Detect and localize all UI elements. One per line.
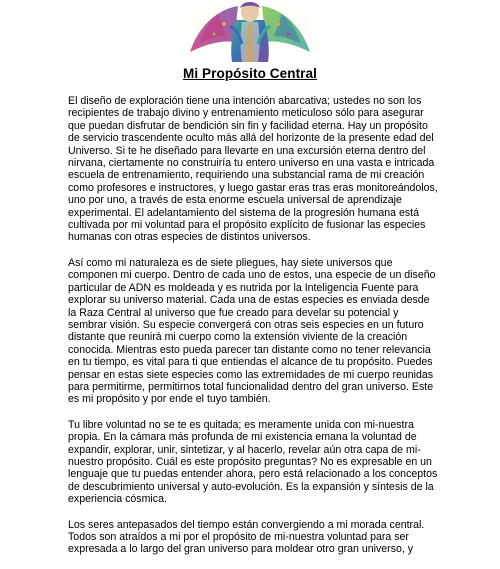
paragraph: Así como mi naturaleza es de siete pliegues, hay siete universos que componen mi cuerpo. Dentro de cada uno de estos, una especie de un diseño particular de ADN es moldeada y es nutrida por la Inteligencia Fuente para explorar su universo material. Cada una de estas especies es enviada desde la Raza Central al universo que fue creado para develar su potencial y sembrar visión. Su especie convergerá con otras seis especies en un futuro distante que reunirá mi cuerpo como la extensión viviente de la creación conocida. Mientras esto pueda parecer tan distante como no tener relevancia en tu tiempo, es vital para ti que entiendas el alcance de tu propósito. Puedes pensar en estas siete especies como las extremidades de mi cuerpo reunidas para permitirme, permitirnos total funcionalidad dentro del gran universo. Este es mi propósito y por ende el tuyo también. <box>68 256 436 406</box>
paragraph: Los seres antepasados del tiempo están convergiendo a mi morada central. Todos son atraídos a mi por el propósito de mi-nuestra voluntad para ser expresada a lo largo del gran universo para moldear otro gran universo, y <box>68 518 425 556</box>
hero-illustration <box>160 0 340 62</box>
paragraph: Tu libre voluntad no se te es quitada; es meramente unida con mi-nuestra propia. En la cámara más profunda de mi existencia emana la voluntad de expandir, explorar, unir, sintetizar, y al hacerlo, revelar aún otra capa de mi-nuestro propósito. Cuál es este propósito preguntas? No es expresable en un lenguaje que tu puedas entender ahora, pero está relacionado a los conceptos de descubrimiento universal y auto-evolución. Es la expansión y síntesis de la experiencia cósmica. <box>68 418 438 506</box>
body-text <box>68 95 440 569</box>
page-title: Mi Propósito Central <box>182 66 317 81</box>
spiritual-figure-illustration-icon <box>160 0 340 62</box>
paragraph: El diseño de exploración tiene una intención abarcativa; ustedes no son los recipientes de trabajo divino y entrenamiento meticuloso sólo para asegurar que puedan disfrutar de bendición sin fin y facilidad eterna. Hay un propósito de servicio trascendente oculto más allá del horizonte de la presente edad del Universo. Si te he diseñado para llevarte en una excursión eterna dentro del nirvana, ciertamente no construiría tu entero universo en una vasta e intricada escuela de entrenamiento, requiriendo una substancial rama de mi creación como profesores e instructores, y luego gastar eras tras eras monitoreándolos, uno por uno, a través de esta enorme escuela universal de aprendizaje experimental. El adelantamiento del sistema de la progresión humana está cultivada por mi voluntad para el propósito explícito de fusionar las especies humanas con otras especies de distintos universos. <box>68 95 438 244</box>
